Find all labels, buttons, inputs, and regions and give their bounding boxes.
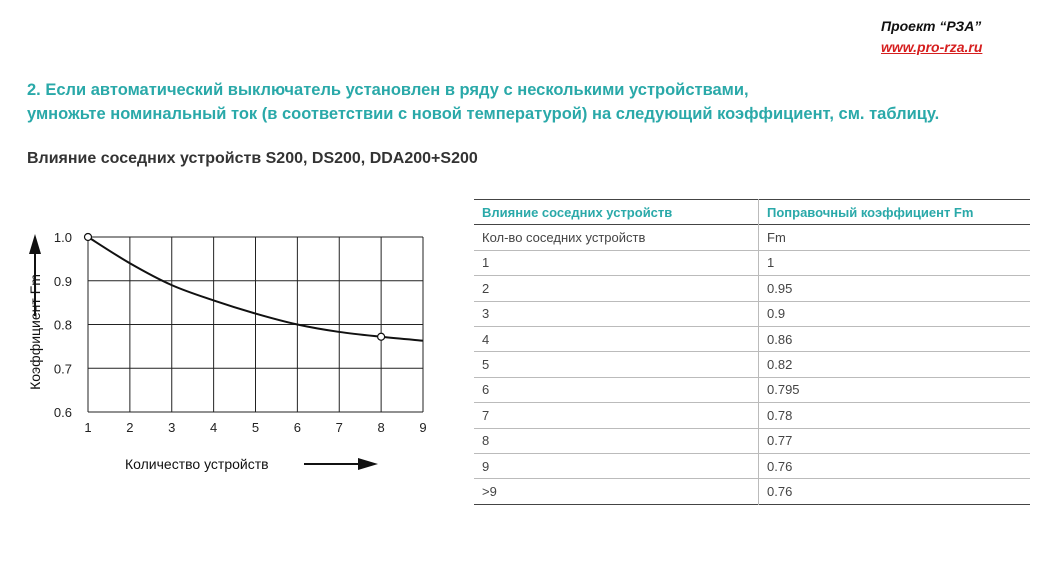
table-row (474, 301, 1030, 326)
cell-factor: 0.795 (767, 382, 800, 398)
correction-factor-table (474, 199, 1030, 505)
cell-factor: 0.95 (767, 280, 793, 296)
table-row (474, 352, 1030, 377)
y-axis-label: Коэффициент Fm (27, 274, 43, 390)
cell-device-count: 5 (474, 352, 759, 377)
cell-factor: 1 (767, 255, 775, 271)
x-tick-label: 6 (293, 420, 301, 435)
table-row (474, 276, 1030, 301)
table-row (474, 326, 1030, 351)
header-correction-factor: Поправочный коэффициент Fm (767, 204, 974, 220)
y-tick-label: 1.0 (53, 230, 72, 245)
x-axis-arrow (304, 458, 378, 470)
cell-factor: Fm (767, 230, 786, 246)
cell-device-count: 4 (474, 326, 759, 351)
cell-device-count: 8 (474, 428, 759, 453)
table-header-row (474, 200, 1030, 225)
y-tick-label: 0.7 (53, 361, 72, 377)
correction-factor-chart (0, 190, 460, 490)
heading-line-1: 2. Если автоматический выключатель установлен в ряду с несколькими устройствами, (27, 81, 749, 99)
cell-factor: 0.86 (767, 331, 793, 347)
cell-device-count: 6 (474, 377, 759, 402)
x-tick-label: 8 (377, 420, 385, 435)
x-tick-label: 3 (168, 420, 176, 435)
x-tick-label: 4 (210, 420, 218, 435)
cell-factor: 0.76 (767, 458, 793, 474)
data-point-marker (85, 234, 92, 241)
header-neighbor-influence: Влияние соседних устройств (474, 200, 759, 225)
cell-factor: 0.82 (767, 357, 793, 373)
cell-device-count: 3 (474, 301, 759, 326)
cell-factor: 0.78 (767, 407, 793, 423)
chart-subtitle: Влияние соседних устройств S200, DS200, DDA200+S200 (27, 150, 478, 167)
x-tick-label: 2 (126, 420, 134, 435)
brand-block (881, 16, 982, 58)
table-row (474, 479, 1030, 504)
heading-line-2: умножьте номинальный ток (в соответствии с новой температурой) на следующий коэффициент, см. таблицу. (27, 105, 940, 123)
table-row (474, 225, 1030, 250)
factor-table-container (474, 199, 1030, 505)
project-name: Проект “РЗА” (881, 18, 982, 34)
x-axis-label: Количество устройств (125, 456, 269, 472)
instruction-heading (27, 78, 939, 126)
y-tick-label: 0.6 (53, 405, 72, 420)
cell-device-count: 9 (474, 453, 759, 478)
table-row (474, 377, 1030, 402)
cell-device-count: Кол-во соседних устройств (474, 225, 759, 250)
cell-device-count: 2 (474, 276, 759, 301)
y-tick-label: 0.8 (53, 317, 72, 333)
y-tick-label: 0.9 (53, 273, 72, 289)
x-tick-label: 5 (251, 420, 260, 435)
x-tick-label: 1 (84, 420, 92, 435)
x-tick-label: 7 (335, 420, 343, 435)
table-row (474, 453, 1030, 478)
cell-device-count: >9 (474, 479, 759, 504)
cell-factor: 0.76 (767, 483, 793, 499)
cell-device-count: 7 (474, 403, 759, 428)
data-point-marker (378, 333, 385, 340)
cell-factor: 0.9 (767, 306, 786, 322)
table-row (474, 428, 1030, 453)
cell-device-count: 1 (474, 250, 759, 275)
site-link[interactable]: www.pro-rza.ru (881, 39, 983, 55)
x-tick-label: 9 (419, 420, 427, 435)
table-row (474, 403, 1030, 428)
cell-factor: 0.77 (767, 433, 793, 449)
table-row (474, 250, 1030, 275)
